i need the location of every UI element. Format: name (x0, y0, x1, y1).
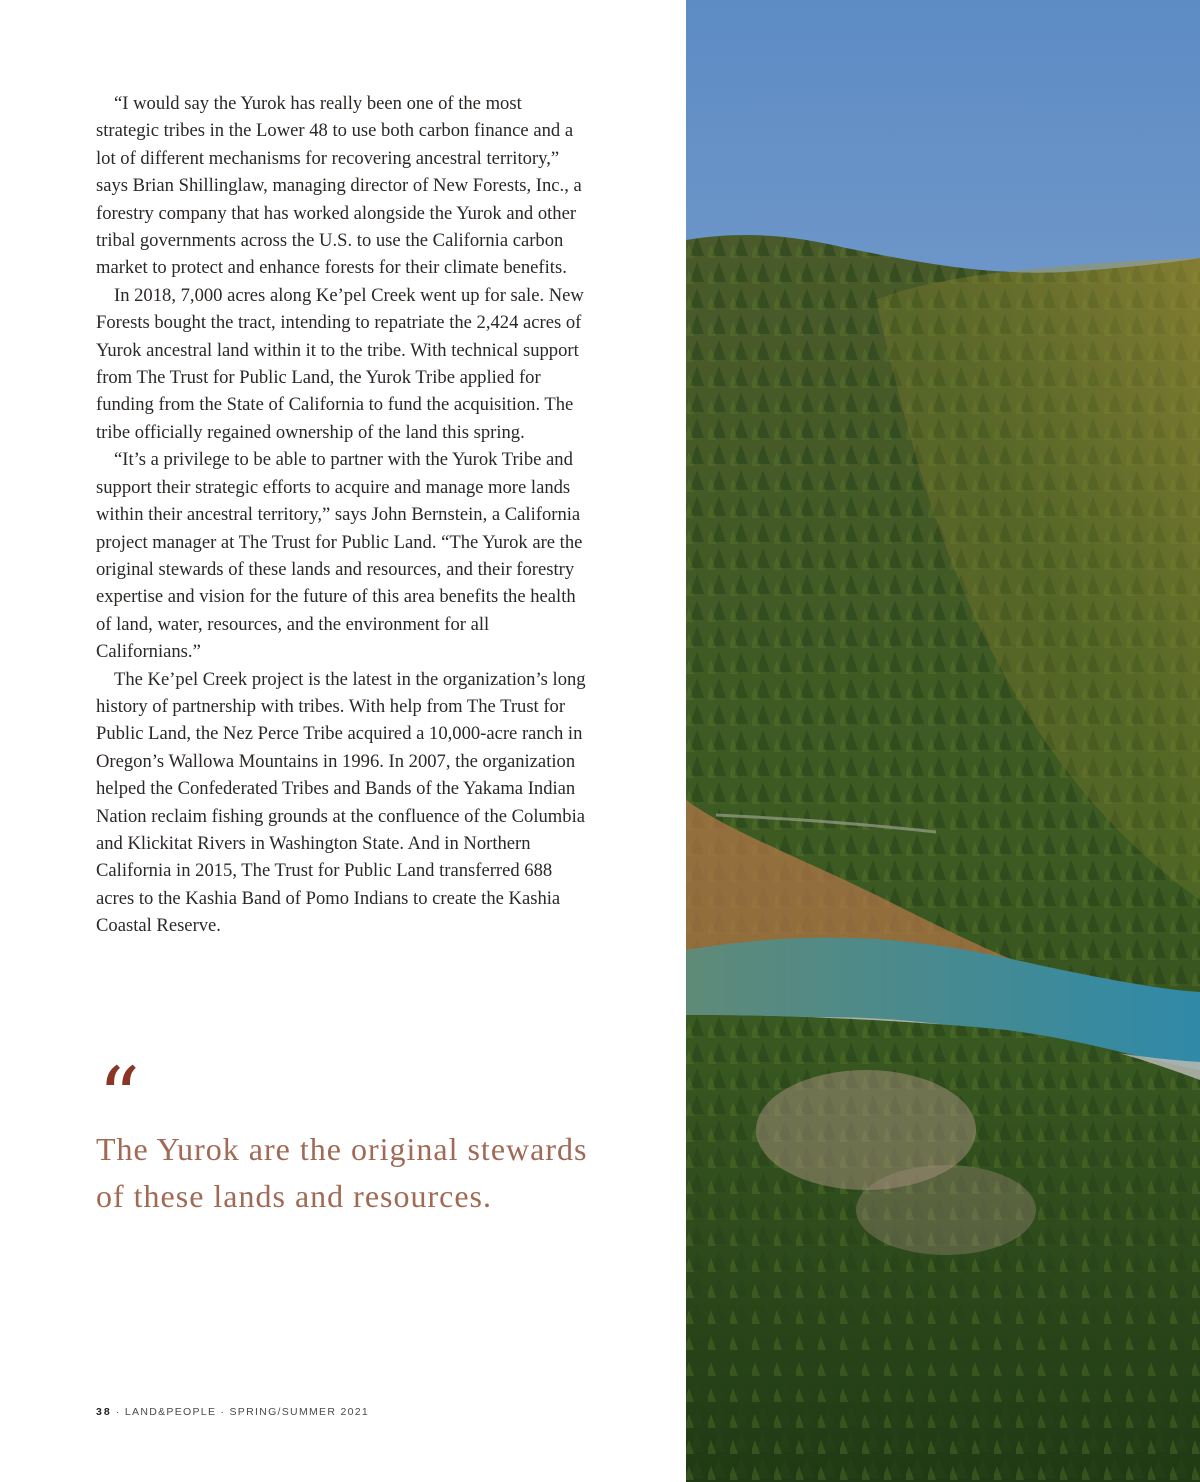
aerial-forest-river-photo (686, 0, 1200, 1482)
page-number: 38 (96, 1406, 112, 1418)
publication-info: · LAND&PEOPLE · SPRING/SUMMER 2021 (111, 1406, 369, 1418)
pull-quote-line: of these lands and resources. (96, 1178, 492, 1214)
article-paragraph: “It’s a privilege to be able to partner with the Yurok Tribe and support their strategic efforts to acquire and manage more lands within their ancestral territory,” says John Bernstein, a California project manager at The Trust for Public Land. “The Yurok are the original stewards of these lands and resources, and their forestry expertise and vision for the future of this area benefits the health of land, water, resources, and the environment for all Californians.” (96, 449, 583, 663)
article-paragraph: “I would say the Yurok has really been one of the most strategic tribes in the Lower 48 to use both carbon finance and a lot of different mechanisms for recovering ancestral territory,” says Brian Shillinglaw, managing director of New Forests, Inc., a forestry company that has worked alongside the Yurok and other tribal governments across the U.S. to use the California carbon market to protect and enhance forests for their climate benefits. (96, 93, 582, 279)
pull-quote-text (96, 1126, 596, 1220)
quote-mark-icon: “ (98, 1051, 140, 1146)
page-footer (96, 1406, 369, 1418)
article-body (96, 90, 586, 940)
article-paragraph: In 2018, 7,000 acres along Ke’pel Creek went up for sale. New Forests bought the tract, intending to repatriate the 2,424 acres of Yurok ancestral land within it to the tribe. With technical support from The Trust for Public Land, the Yurok Tribe applied for funding from the State of California to fund the acquisition. The tribe officially regained ownership of the land this spring. (96, 284, 584, 443)
pull-quote (96, 1051, 596, 1220)
article-paragraph: The Ke’pel Creek project is the latest in the organization’s long history of partnership with tribes. With help from The Trust for Public Land, the Nez Perce Tribe acquired a 10,000-acre ranch in Oregon’s Wallowa Mountains in 1996. In 2007, the organization helped the Confederated Tribes and Bands of the Yakama Indian Nation reclaim fishing grounds at the confluence of the Columbia and Klickitat Rivers in Washington State. And in Northern California in 2015, The Trust for Public Land transferred 688 acres to the Kashia Band of Pomo Indians to create the Kashia Coastal Reserve. (96, 668, 586, 937)
landscape-illustration (686, 0, 1200, 1482)
pull-quote-line: The Yurok are the original stewards (96, 1131, 588, 1167)
